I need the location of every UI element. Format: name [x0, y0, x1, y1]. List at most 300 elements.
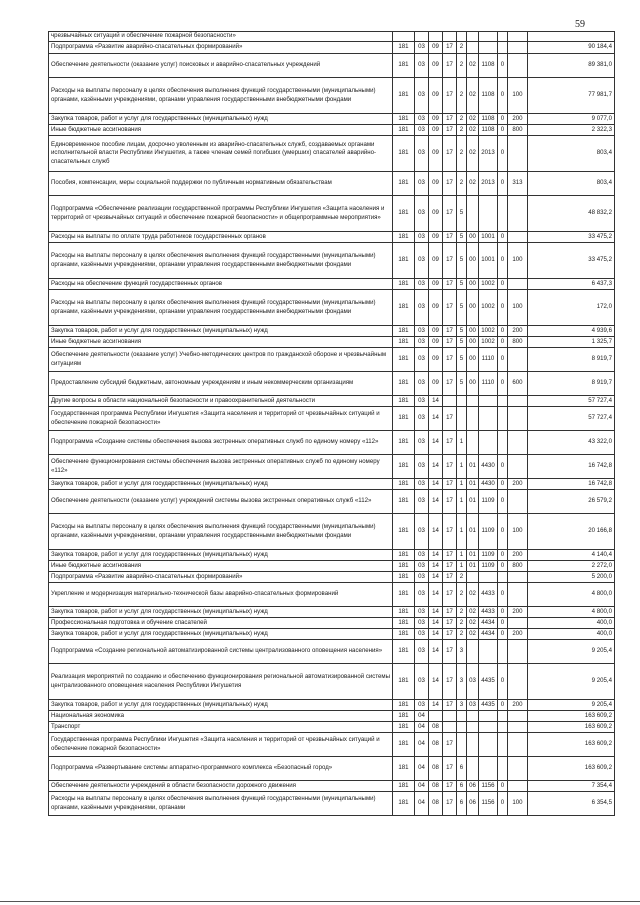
code-section: 03 — [415, 114, 429, 125]
row-name: Транспорт — [49, 722, 393, 733]
code-expense-type: 100 — [508, 78, 528, 114]
code-direction-ext: 0 — [498, 232, 508, 243]
code-program — [443, 711, 457, 722]
code-program: 17 — [443, 792, 457, 816]
code-section: 03 — [415, 372, 429, 396]
code-main: 01 — [467, 490, 479, 514]
code-main: 01 — [467, 514, 479, 550]
code-admin: 181 — [393, 757, 415, 781]
code-program — [443, 32, 457, 42]
code-direction: 1002 — [479, 279, 498, 290]
code-direction-ext: 0 — [498, 664, 508, 700]
row-name: Закупка товаров, работ и услуг для государственных (муниципальных) нужд — [49, 479, 393, 490]
row-amount: 6 354,5 — [528, 792, 615, 816]
table-row — [49, 42, 615, 54]
row-name: Закупка товаров, работ и услуг для государственных (муниципальных) нужд — [49, 700, 393, 711]
row-amount: 9 077,0 — [528, 114, 615, 125]
code-section: 04 — [415, 722, 429, 733]
code-direction: 4433 — [479, 607, 498, 618]
code-section: 03 — [415, 490, 429, 514]
row-amount: 163 609,2 — [528, 757, 615, 781]
code-direction-ext: 0 — [498, 125, 508, 136]
row-name: Иные бюджетные ассигнования — [49, 337, 393, 348]
table-row — [49, 407, 615, 431]
code-expense-type: 600 — [508, 372, 528, 396]
row-name: чрезвычайных ситуаций и обеспечение пожарной безопасности» — [49, 32, 393, 42]
code-main: 00 — [467, 337, 479, 348]
code-direction: 1109 — [479, 550, 498, 561]
code-admin — [393, 32, 415, 42]
code-direction: 4434 — [479, 629, 498, 640]
code-admin: 181 — [393, 455, 415, 479]
code-program: 17 — [443, 490, 457, 514]
code-main — [467, 32, 479, 42]
code-direction — [479, 407, 498, 431]
table-row — [49, 640, 615, 664]
code-subsection: 08 — [429, 781, 443, 792]
code-admin: 181 — [393, 78, 415, 114]
code-expense-type — [508, 42, 528, 54]
code-admin: 181 — [393, 396, 415, 407]
code-subprogram — [457, 722, 467, 733]
code-subsection: 14 — [429, 629, 443, 640]
code-program: 17 — [443, 54, 457, 78]
code-direction: 4435 — [479, 700, 498, 711]
code-direction-ext: 0 — [498, 629, 508, 640]
row-name: Расходы на выплаты персоналу в целях обеспечения выполнения функций государственными (муниципальными) органами, казёнными учреждениями, органами управления государственными внебюджетными фондами — [49, 243, 393, 279]
row-amount: 1 325,7 — [528, 337, 615, 348]
code-expense-type: 200 — [508, 326, 528, 337]
row-amount: 163 609,2 — [528, 711, 615, 722]
row-name: Расходы на выплаты персоналу в целях обеспечения выполнения функций государственными (муниципальными) органами, казёнными учреждениями, органами управления государственными внебюджетными фондами — [49, 514, 393, 550]
code-main: 02 — [467, 172, 479, 196]
code-main: 00 — [467, 348, 479, 372]
page-number: 59 — [575, 19, 585, 30]
table-row — [49, 583, 615, 607]
row-amount: 43 322,0 — [528, 431, 615, 455]
code-admin: 181 — [393, 490, 415, 514]
row-name: Национальная экономика — [49, 711, 393, 722]
table-row — [49, 664, 615, 700]
code-subprogram: 2 — [457, 42, 467, 54]
code-direction-ext: 0 — [498, 290, 508, 326]
code-expense-type: 800 — [508, 337, 528, 348]
code-subprogram: 2 — [457, 125, 467, 136]
code-subsection: 14 — [429, 407, 443, 431]
table-row — [49, 279, 615, 290]
code-direction: 4430 — [479, 479, 498, 490]
code-subsection — [429, 711, 443, 722]
row-name: Единовременное пособие лицам, досрочно уволенным из аварийно-спасательных служб, создаваемых органами исполнительной власти Республики Ингушетия, а также членам семей погибших (умерших) спасателей аварийно-спасательных служб — [49, 136, 393, 172]
code-subsection: 09 — [429, 348, 443, 372]
table-row — [49, 431, 615, 455]
code-main: 00 — [467, 243, 479, 279]
code-subprogram: 1 — [457, 455, 467, 479]
code-admin: 181 — [393, 700, 415, 711]
code-subsection: 08 — [429, 792, 443, 816]
table-row — [49, 372, 615, 396]
code-program: 17 — [443, 243, 457, 279]
code-admin: 181 — [393, 792, 415, 816]
row-amount: 89 381,0 — [528, 54, 615, 78]
table-row — [49, 136, 615, 172]
code-program: 17 — [443, 455, 457, 479]
code-subprogram — [457, 711, 467, 722]
code-direction-ext — [498, 42, 508, 54]
code-section: 03 — [415, 407, 429, 431]
code-subprogram — [457, 32, 467, 42]
row-amount: 4 140,4 — [528, 550, 615, 561]
code-program: 17 — [443, 136, 457, 172]
code-program: 17 — [443, 618, 457, 629]
code-expense-type — [508, 136, 528, 172]
table-row — [49, 607, 615, 618]
code-section: 03 — [415, 78, 429, 114]
code-direction-ext: 0 — [498, 337, 508, 348]
code-subsection: 08 — [429, 722, 443, 733]
code-main: 02 — [467, 629, 479, 640]
code-subprogram: 1 — [457, 561, 467, 572]
code-section: 03 — [415, 431, 429, 455]
code-main: 01 — [467, 455, 479, 479]
code-admin: 181 — [393, 326, 415, 337]
code-direction-ext: 0 — [498, 561, 508, 572]
code-expense-type: 100 — [508, 514, 528, 550]
code-section: 03 — [415, 618, 429, 629]
code-admin: 181 — [393, 550, 415, 561]
code-subsection: 09 — [429, 125, 443, 136]
budget-table-body — [49, 32, 615, 816]
code-subsection: 09 — [429, 232, 443, 243]
code-expense-type: 200 — [508, 700, 528, 711]
code-direction-ext: 0 — [498, 114, 508, 125]
code-subprogram: 2 — [457, 572, 467, 583]
code-subprogram: 6 — [457, 781, 467, 792]
row-name: Предоставление субсидий бюджетным, автономным учреждениям и иным некоммерческим организациям — [49, 372, 393, 396]
code-direction — [479, 711, 498, 722]
code-expense-type — [508, 640, 528, 664]
code-subsection: 09 — [429, 78, 443, 114]
row-name: Расходы на выплаты по оплате труда работников государственных органов — [49, 232, 393, 243]
code-section: 03 — [415, 514, 429, 550]
code-section: 03 — [415, 136, 429, 172]
row-amount: 9 205,4 — [528, 640, 615, 664]
code-program: 17 — [443, 348, 457, 372]
code-direction-ext: 0 — [498, 618, 508, 629]
code-direction-ext — [498, 407, 508, 431]
code-direction — [479, 757, 498, 781]
row-name: Подпрограмма «Создание системы обеспечения вызова экстренных оперативных служб по единому номеру «112» — [49, 431, 393, 455]
code-subprogram: 5 — [457, 243, 467, 279]
code-direction-ext — [498, 711, 508, 722]
code-admin: 181 — [393, 279, 415, 290]
code-direction-ext — [498, 431, 508, 455]
code-section: 04 — [415, 781, 429, 792]
table-row — [49, 618, 615, 629]
row-name: Реализация мероприятий по созданию и обеспечению функционирования региональной автоматизированной системы централизованного оповещения населения Республики Ингушетия — [49, 664, 393, 700]
code-program: 17 — [443, 372, 457, 396]
code-direction-ext: 0 — [498, 792, 508, 816]
code-admin: 181 — [393, 290, 415, 326]
code-admin: 181 — [393, 125, 415, 136]
row-amount: 8 919,7 — [528, 348, 615, 372]
code-section: 03 — [415, 572, 429, 583]
code-program: 17 — [443, 407, 457, 431]
table-row — [49, 479, 615, 490]
row-amount: 4 800,0 — [528, 583, 615, 607]
code-subsection: 08 — [429, 733, 443, 757]
code-main — [467, 196, 479, 232]
code-expense-type — [508, 757, 528, 781]
row-name: Другие вопросы в области национальной безопасности и правоохранительной деятельности — [49, 396, 393, 407]
code-program: 17 — [443, 232, 457, 243]
table-row — [49, 792, 615, 816]
code-direction-ext — [498, 396, 508, 407]
code-admin: 181 — [393, 607, 415, 618]
code-direction-ext — [498, 640, 508, 664]
row-amount: 9 205,4 — [528, 664, 615, 700]
code-direction-ext — [498, 722, 508, 733]
row-amount: 57 727,4 — [528, 396, 615, 407]
table-row — [49, 172, 615, 196]
code-subprogram: 2 — [457, 78, 467, 114]
code-program: 17 — [443, 583, 457, 607]
code-subsection: 09 — [429, 136, 443, 172]
row-amount: 26 579,2 — [528, 490, 615, 514]
table-row — [49, 196, 615, 232]
code-expense-type — [508, 711, 528, 722]
code-main: 00 — [467, 279, 479, 290]
code-main: 00 — [467, 326, 479, 337]
code-subprogram — [457, 733, 467, 757]
code-section: 03 — [415, 232, 429, 243]
code-subprogram: 2 — [457, 114, 467, 125]
code-subsection: 14 — [429, 490, 443, 514]
table-row — [49, 572, 615, 583]
code-direction — [479, 32, 498, 42]
code-subsection: 14 — [429, 664, 443, 700]
code-subprogram: 5 — [457, 232, 467, 243]
budget-table — [48, 31, 615, 816]
code-section: 03 — [415, 172, 429, 196]
code-section — [415, 32, 429, 42]
code-subsection: 14 — [429, 640, 443, 664]
code-expense-type — [508, 618, 528, 629]
code-subprogram: 1 — [457, 431, 467, 455]
code-main — [467, 396, 479, 407]
code-direction-ext — [498, 196, 508, 232]
row-name: Иные бюджетные ассигнования — [49, 561, 393, 572]
code-section: 03 — [415, 479, 429, 490]
code-main: 02 — [467, 125, 479, 136]
code-direction: 1001 — [479, 243, 498, 279]
code-main: 01 — [467, 479, 479, 490]
code-admin: 181 — [393, 722, 415, 733]
row-name: Закупка товаров, работ и услуг для государственных (муниципальных) нужд — [49, 550, 393, 561]
code-admin: 181 — [393, 733, 415, 757]
code-program: 17 — [443, 572, 457, 583]
code-section: 03 — [415, 396, 429, 407]
code-admin: 181 — [393, 711, 415, 722]
code-program: 17 — [443, 733, 457, 757]
code-subprogram: 5 — [457, 196, 467, 232]
code-section: 04 — [415, 757, 429, 781]
row-name: Расходы на выплаты персоналу в целях обеспечения выполнения функций государственными (муниципальными) органами, казёнными учреждениями, органами управления государственными внебюджетными фондами — [49, 78, 393, 114]
code-direction-ext — [498, 757, 508, 781]
code-expense-type — [508, 781, 528, 792]
code-main — [467, 722, 479, 733]
code-subprogram: 6 — [457, 757, 467, 781]
code-program: 17 — [443, 514, 457, 550]
code-subsection: 14 — [429, 618, 443, 629]
row-name: Закупка товаров, работ и услуг для государственных (муниципальных) нужд — [49, 607, 393, 618]
code-section: 03 — [415, 337, 429, 348]
row-amount: 77 981,7 — [528, 78, 615, 114]
code-expense-type: 800 — [508, 561, 528, 572]
code-direction-ext: 0 — [498, 583, 508, 607]
code-subprogram: 2 — [457, 136, 467, 172]
code-admin: 181 — [393, 232, 415, 243]
code-program: 17 — [443, 664, 457, 700]
row-name: Обеспечение деятельности учреждений в области безопасности дорожного движения — [49, 781, 393, 792]
row-amount: 33 475,2 — [528, 232, 615, 243]
row-amount: 16 742,8 — [528, 455, 615, 479]
row-name: Укрепление и модернизация материально-технической базы аварийно-спасательных формирований — [49, 583, 393, 607]
code-subprogram: 6 — [457, 792, 467, 816]
code-subprogram: 5 — [457, 372, 467, 396]
row-amount: 163 609,2 — [528, 733, 615, 757]
code-subsection: 14 — [429, 396, 443, 407]
row-amount: 803,4 — [528, 136, 615, 172]
code-section: 03 — [415, 290, 429, 326]
code-section: 03 — [415, 279, 429, 290]
code-main — [467, 640, 479, 664]
row-name: Обеспечение функционирования системы обеспечения вызова экстренных оперативных служб по единому номеру «112» — [49, 455, 393, 479]
row-amount — [528, 32, 615, 42]
code-subprogram: 2 — [457, 583, 467, 607]
code-program — [443, 722, 457, 733]
code-subsection: 14 — [429, 431, 443, 455]
code-main: 01 — [467, 561, 479, 572]
code-admin: 181 — [393, 431, 415, 455]
code-expense-type: 100 — [508, 290, 528, 326]
code-subsection: 14 — [429, 572, 443, 583]
table-row — [49, 514, 615, 550]
code-subsection: 14 — [429, 700, 443, 711]
code-main: 02 — [467, 114, 479, 125]
code-subprogram: 3 — [457, 640, 467, 664]
code-program: 17 — [443, 125, 457, 136]
code-subprogram: 2 — [457, 618, 467, 629]
table-row — [49, 337, 615, 348]
code-main: 03 — [467, 664, 479, 700]
code-expense-type — [508, 54, 528, 78]
code-program: 17 — [443, 561, 457, 572]
code-direction: 4433 — [479, 583, 498, 607]
code-program: 17 — [443, 629, 457, 640]
table-row — [49, 722, 615, 733]
table-row — [49, 490, 615, 514]
code-admin: 181 — [393, 372, 415, 396]
code-section: 03 — [415, 629, 429, 640]
row-name: Подпрограмма «Обеспечение реализации государственной программы Республики Ингушетия «Защита населения и территорий от чрезвычайных ситуаций и обеспечение пожарной безопасности» и общепрограммные мероприятия» — [49, 196, 393, 232]
row-amount: 8 919,7 — [528, 372, 615, 396]
code-direction-ext: 0 — [498, 514, 508, 550]
code-direction — [479, 431, 498, 455]
row-amount: 16 742,8 — [528, 479, 615, 490]
code-section: 03 — [415, 583, 429, 607]
row-amount: 4 939,6 — [528, 326, 615, 337]
code-section: 03 — [415, 550, 429, 561]
code-direction — [479, 733, 498, 757]
code-subsection: 08 — [429, 757, 443, 781]
code-subsection: 14 — [429, 455, 443, 479]
code-direction-ext — [498, 733, 508, 757]
code-direction-ext: 0 — [498, 279, 508, 290]
code-direction-ext: 0 — [498, 172, 508, 196]
row-name: Обеспечение деятельности (оказание услуг) Учебно-методических центров по гражданской обороне и чрезвычайным ситуациям — [49, 348, 393, 372]
code-expense-type: 200 — [508, 550, 528, 561]
code-admin: 181 — [393, 407, 415, 431]
row-name: Подпрограмма «Развитие аварийно-спасательных формирований» — [49, 42, 393, 54]
code-direction: 1002 — [479, 326, 498, 337]
code-expense-type — [508, 407, 528, 431]
code-section: 03 — [415, 326, 429, 337]
code-program: 17 — [443, 42, 457, 54]
code-subsection: 09 — [429, 172, 443, 196]
code-section: 03 — [415, 348, 429, 372]
code-direction — [479, 396, 498, 407]
code-main: 02 — [467, 618, 479, 629]
code-admin: 181 — [393, 583, 415, 607]
code-main: 02 — [467, 136, 479, 172]
code-subsection: 14 — [429, 561, 443, 572]
code-subprogram: 2 — [457, 54, 467, 78]
code-expense-type: 100 — [508, 243, 528, 279]
row-amount: 6 437,3 — [528, 279, 615, 290]
table-row — [49, 348, 615, 372]
row-amount: 400,0 — [528, 629, 615, 640]
row-amount: 4 800,0 — [528, 607, 615, 618]
code-direction-ext: 0 — [498, 78, 508, 114]
code-direction — [479, 640, 498, 664]
code-program: 17 — [443, 172, 457, 196]
code-expense-type — [508, 348, 528, 372]
code-expense-type: 800 — [508, 125, 528, 136]
code-direction-ext: 0 — [498, 348, 508, 372]
code-expense-type: 200 — [508, 629, 528, 640]
code-direction-ext: 0 — [498, 243, 508, 279]
code-subprogram: 1 — [457, 479, 467, 490]
code-program: 17 — [443, 550, 457, 561]
row-amount: 803,4 — [528, 172, 615, 196]
code-direction-ext: 0 — [498, 455, 508, 479]
code-expense-type: 200 — [508, 479, 528, 490]
code-direction: 1108 — [479, 125, 498, 136]
row-amount: 33 475,2 — [528, 243, 615, 279]
row-amount: 400,0 — [528, 618, 615, 629]
code-expense-type: 313 — [508, 172, 528, 196]
code-subsection: 09 — [429, 196, 443, 232]
code-program: 17 — [443, 431, 457, 455]
code-direction: 1109 — [479, 490, 498, 514]
code-expense-type — [508, 583, 528, 607]
code-admin: 181 — [393, 618, 415, 629]
code-section: 03 — [415, 54, 429, 78]
code-expense-type: 100 — [508, 792, 528, 816]
table-row — [49, 711, 615, 722]
code-program: 17 — [443, 337, 457, 348]
